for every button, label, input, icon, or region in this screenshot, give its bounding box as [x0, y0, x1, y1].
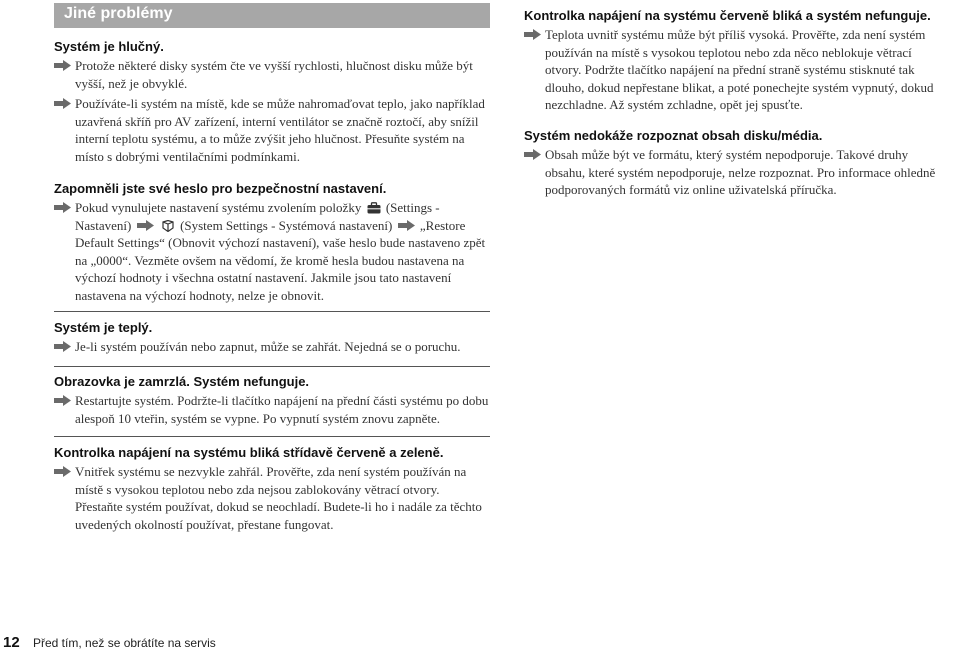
problem-heading: Systém je teplý. — [54, 320, 153, 335]
toolbox-icon — [367, 202, 381, 214]
solution-text: Vnitřek systému se nezvykle zahřál. Prověřte, zda není systém používán na místě s vysokou teplotou nebo zda nejsou zablokovány větrací otvory. Přestaňte systém používat, dokud se neochladí. Budete-li ho i nadále za těchto uvedených okolností používat, přestane fungovat. — [75, 464, 482, 532]
divider — [54, 311, 490, 312]
section-header — [54, 3, 490, 28]
arrow-icon — [137, 220, 154, 231]
problem-password — [54, 180, 490, 304]
arrow-icon — [524, 149, 541, 160]
arrow-icon — [398, 220, 415, 231]
problem-alternating-blink — [54, 444, 490, 533]
solution-item — [54, 95, 490, 165]
problem-heading: Kontrolka napájení na systému červeně bliká a systém nefunguje. — [524, 8, 931, 23]
solution-text: Protože některé disky systém čte ve vyšší rychlosti, hlučnost disku může být vyšší, než je obvyklé. — [75, 58, 473, 91]
solution-text: Používáte-li systém na místě, kde se může nahromaďovat teplo, jako například uzavřená skříň pro AV zařízení, interní ventilátor se značně roztočí, aby snížil interní teplotu systému, a to může zvýšit jeho hlučnost. Přesuňte systém na místo s dobrými ventilačními podmínkami. — [75, 96, 485, 164]
problem-heading: Obrazovka je zamrzlá. Systém nefunguje. — [54, 374, 310, 389]
problem-warm — [54, 319, 490, 356]
divider — [54, 436, 490, 437]
page-number: 12 — [3, 634, 20, 651]
arrow-icon — [54, 466, 71, 477]
settings-label: (Settings - Nastavení) — [75, 200, 440, 233]
section-title: Jiné problémy — [64, 5, 173, 22]
solution-item — [524, 146, 948, 199]
solution-item — [54, 57, 490, 92]
arrow-icon — [54, 60, 71, 71]
problem-noisy — [54, 38, 490, 165]
problem-heading: Systém nedokáže rozpoznat obsah disku/média. — [524, 128, 823, 143]
solution-item — [54, 199, 490, 304]
solution-text: Je-li systém používán nebo zapnut, může se zahřát. Nejedná se o poruchu. — [75, 339, 461, 354]
solution-text: Teplota uvnitř systému může být příliš vysoká. Prověřte, zda není systém používán na místě s vysokou teplotou nebo zda něco neblokuje větrací otvory. Podržte tlačítko napájení na přední straně systému stisknuté tak dlouho, dokud nepřestane blikat, a poté ponechejte systém vypnutý, dokud nezchladne. Až systém zchladne, opět jej spusťte. — [545, 27, 934, 112]
solution-item — [54, 338, 490, 356]
arrow-icon — [54, 98, 71, 109]
solution-text: „Restore Default Settings“ (Obnovit výchozí nastavení), vaše heslo bude nastaveno zpět na „0000“. Vezměte ovšem na vědomí, že kromě hesla budou nastavena na výchozí hodnoty i všechna ostatní nastavení. Jakmile jsou tato nastavení nastavena na výchozí hodnoty, nelze je obnovit. — [75, 217, 486, 303]
problem-frozen — [54, 373, 490, 427]
solution-text: Restartujte systém. Podržte-li tlačítko napájení na přední části systému po dobu alespoň 10 vteřin, systém se vypne. Po vypnutí systém znovu zapněte. — [75, 393, 489, 426]
solution-item — [54, 463, 490, 533]
solution-item — [524, 26, 948, 114]
arrow-icon — [54, 202, 71, 213]
arrow-icon — [54, 395, 71, 406]
problem-red-blink — [524, 7, 948, 114]
footer-title: Před tím, než se obrátíte na servis — [33, 636, 216, 650]
settings-icon — [161, 220, 175, 232]
divider — [54, 366, 490, 367]
solution-item — [54, 392, 490, 427]
solution-text: Pokud vynulujete nastavení systému zvolením položky — [75, 200, 362, 215]
solution-text: Obsah může být ve formátu, který systém nepodporuje. Takové druhy obsahu, které systém nepodporuje, nelze rozpoznat. Pro informace ohledně podporovaných formátů viz online uživatelská příručka. — [545, 147, 936, 197]
arrow-icon — [524, 29, 541, 40]
problem-heading: Systém je hlučný. — [54, 39, 164, 54]
system-settings-label: (System Settings - Systémová nastavení) — [180, 217, 393, 233]
problem-disc — [524, 127, 948, 199]
problem-heading: Kontrolka napájení na systému bliká střídavě červeně a zeleně. — [54, 445, 444, 460]
arrow-icon — [54, 341, 71, 352]
problem-heading: Zapomněli jste své heslo pro bezpečnostní nastavení. — [54, 181, 387, 196]
